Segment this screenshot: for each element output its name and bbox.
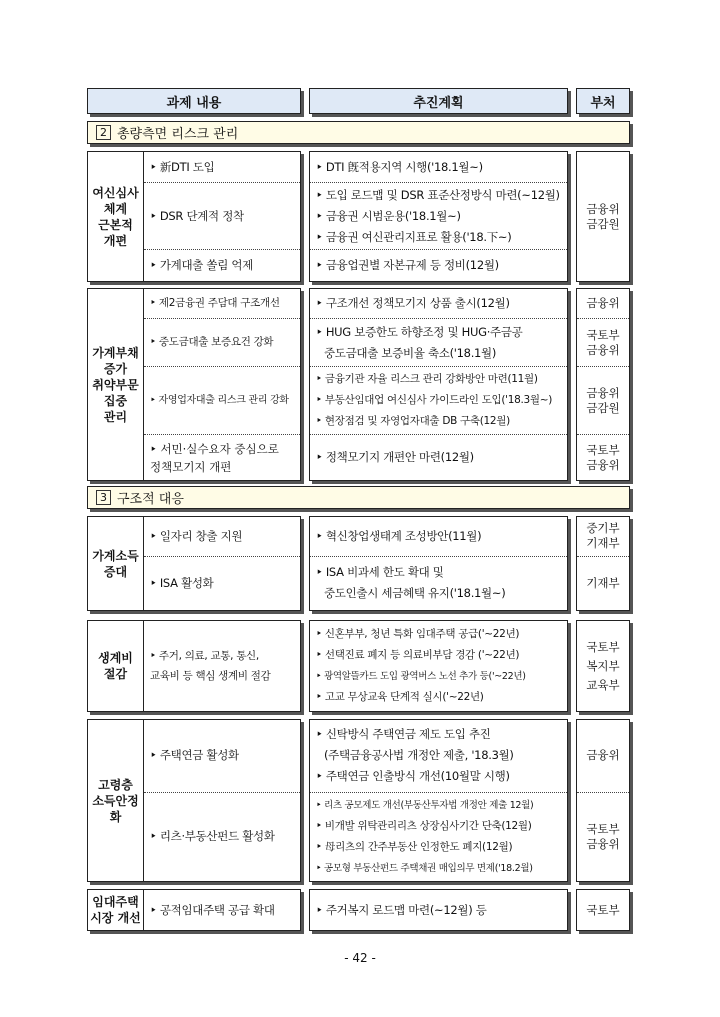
group-label-household-income: 가계소득 증대 xyxy=(87,516,144,611)
group-label-elderly-income: 고령층 소득안정화 xyxy=(87,719,144,882)
section-2-title: 2 총량측면 리스크 관리 xyxy=(87,121,630,144)
group-depts-loan-review xyxy=(576,151,630,282)
dept-cell: 금융위 금감원 xyxy=(586,201,620,231)
header-dept: 부처 xyxy=(576,88,630,114)
plan-cell: ‣ 신탁방식 주택연금 제도 도입 추진 (주택금융공사법 개정안 제출, '18.3월) ‣ 주택연금 인출방식 개선(10월말 시행) xyxy=(310,720,567,793)
dept-cell: 중기부 기재부 xyxy=(577,517,629,557)
task-cell: ‣ 중도금대출 보증요건 강화 xyxy=(144,319,300,367)
task-cell: ‣ 주택연금 활성화 xyxy=(144,720,300,793)
group-tasks-household-income xyxy=(144,516,301,611)
dept-cell: 국토부 금융위 xyxy=(586,442,620,472)
group-label-household-debt: 가계부채 증가 취약부문 집중 관리 xyxy=(87,288,144,481)
group-plans-elderly-income xyxy=(309,719,568,882)
task-cell: ‣ 리츠·부동산펀드 활성화 xyxy=(150,829,275,844)
group-label-loan-review: 여신심사 체계 근본적 개편 xyxy=(87,151,144,282)
group-depts-household-debt xyxy=(576,288,630,481)
section-3-number: 3 xyxy=(96,490,111,505)
plan-cell: ‣ ISA 비과세 한도 확대 및 중도인출시 세금혜택 유지('18.1월~) xyxy=(316,565,506,601)
task-cell: ‣ 제2금융권 주담대 구조개선 xyxy=(144,289,300,319)
section-2-number: 2 xyxy=(96,125,111,140)
group-plans-loan-review xyxy=(309,151,568,282)
group-tasks-household-debt xyxy=(144,288,301,481)
plan-cell: ‣ 주거복지 로드맵 마련(~12월) 등 xyxy=(316,902,487,917)
task-cell: ‣ 新DTI 도입 xyxy=(144,152,300,183)
dept-cell: 국토부 금융위 xyxy=(586,821,620,851)
task-cell: ‣ DSR 단계적 정착 xyxy=(144,183,300,250)
task-cell: ‣ 가계대출 쏠림 억제 xyxy=(150,257,254,272)
dept-cell: 기재부 xyxy=(586,575,620,590)
header-task: 과제 내용 xyxy=(87,88,301,114)
dept-cell: 금융위 금감원 xyxy=(577,367,629,435)
dept-cell: 금융위 xyxy=(577,720,629,793)
plan-cell: ‣ 신혼부부, 청년 특화 임대주택 공급('~22년) ‣ 선택진료 폐지 등 의료비부담 경감 ('~22년) ‣ 광역알뜰카드 도입 광역버스 노선 추가 등('~22년) ‣ 고교 무상교육 단계적 실시('~22년) xyxy=(316,628,526,703)
page-number: - 42 - xyxy=(344,951,376,965)
dept-cell: 금융위 xyxy=(577,289,629,319)
group-plans-living-cost xyxy=(309,620,568,712)
group-depts-rental-housing xyxy=(576,889,630,931)
task-cell: ‣ 공적임대주택 공급 확대 xyxy=(150,902,275,917)
group-depts-elderly-income xyxy=(576,719,630,882)
dept-cell: 국토부 금융위 xyxy=(577,319,629,367)
task-cell: ‣ 자영업자대출 리스크 관리 강화 xyxy=(144,367,300,435)
group-depts-household-income xyxy=(576,516,630,611)
dept-cell: 국토부 xyxy=(586,902,620,917)
plan-cell: ‣ 혁신창업생태계 조성방안(11월) xyxy=(310,517,567,557)
dept-cell: 국토부 복지부 교육부 xyxy=(586,639,620,692)
group-tasks-rental-housing xyxy=(144,889,301,931)
plan-cell: ‣ 금융업권별 자본규제 등 정비(12월) xyxy=(316,257,499,272)
group-plans-rental-housing xyxy=(309,889,568,931)
plan-cell: ‣ HUG 보증한도 하향조정 및 HUG·주금공 중도금대출 보증비율 축소('18.1월) xyxy=(310,319,567,367)
plan-cell: ‣ 구조개선 정책모기지 상품 출시(12월) xyxy=(310,289,567,319)
plan-cell: ‣ 금융기관 자율 리스크 관리 강화방안 마련(11월) ‣ 부동산임대업 여신심사 가이드라인 도입('18.3월~) ‣ 현장점검 및 자영업자대출 DB 구축(12월) xyxy=(310,367,567,435)
group-plans-household-income xyxy=(309,516,568,611)
header-plan: 추진계획 xyxy=(309,88,568,114)
task-cell: ‣ 주거, 의료, 교통, 통신, 교육비 등 핵심 생계비 절감 xyxy=(150,650,271,682)
group-tasks-living-cost xyxy=(144,620,301,712)
task-cell: ‣ 서민·실수요자 중심으로 정책모기지 개편 xyxy=(150,441,279,474)
group-label-rental-housing: 임대주택 시장 개선 xyxy=(87,889,144,931)
group-tasks-loan-review xyxy=(144,151,301,282)
task-cell: ‣ 일자리 창출 지원 xyxy=(144,517,300,557)
plan-cell: ‣ DTI 旣적용지역 시행('18.1월~) xyxy=(310,152,567,183)
group-tasks-elderly-income xyxy=(144,719,301,882)
group-label-living-cost: 생계비 절감 xyxy=(87,620,144,712)
plan-cell: ‣ 도입 로드맵 및 DSR 표준산정방식 마련(~12월) ‣ 금융권 시범운용('18.1월~) ‣ 금융권 여신관리지표로 활용('18.下~) xyxy=(310,183,567,250)
plan-cell: ‣ 정책모기지 개편안 마련(12월) xyxy=(316,450,474,465)
group-plans-household-debt xyxy=(309,288,568,481)
task-cell: ‣ ISA 활성화 xyxy=(150,575,214,590)
section-3-title: 3 구조적 대응 xyxy=(87,486,630,509)
plan-cell: ‣ 리츠 공모제도 개선(부동산투자법 개정안 제출 12월) ‣ 비개발 위탁관리리츠 상장심사기간 단축(12월) ‣ 母리츠의 간주부동산 인정한도 폐지(12월) ‣ 공모형 부동산펀드 주택채권 매입의무 면제('18.2월) xyxy=(316,799,534,874)
group-depts-living-cost xyxy=(576,620,630,712)
